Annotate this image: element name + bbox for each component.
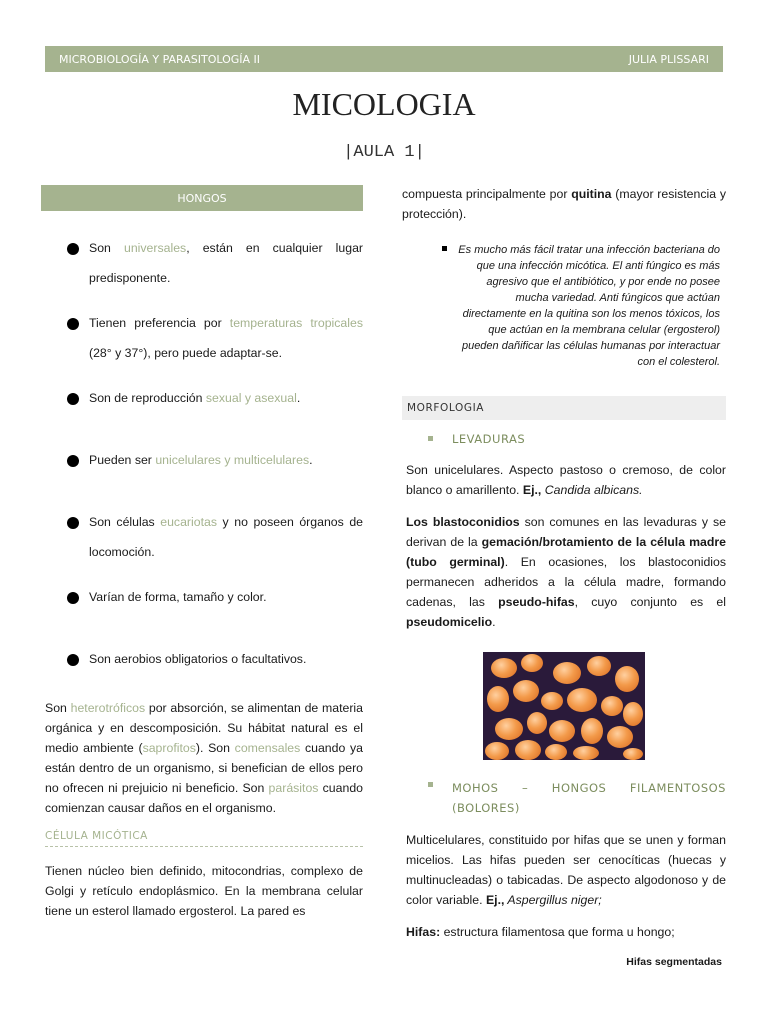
subheading-mohos: MOHOS – HONGOS FILAMENTOSOS (BOLORES) — [402, 778, 726, 818]
bullet-icon — [67, 455, 79, 467]
page-title: MICOLOGIA — [292, 86, 476, 122]
author-name: JULIA PLISSARI — [628, 52, 709, 66]
section-heading-hongos — [41, 185, 363, 211]
levaduras-paragraph-1: Son unicelulares. Aspecto pastoso o cremoso, de color blanco o amarillento. Ej., Candida albicans. — [406, 463, 726, 497]
section-heading-celula: CÉLULA MICÓTICA — [45, 830, 363, 847]
page-subtitle: |AULA 1| — [343, 143, 425, 162]
continued-paragraph: compuesta principalmente por quitina (mayor resistencia y protección). — [402, 187, 726, 221]
highlight: eucariotas — [160, 515, 217, 529]
note-item: Es mucho más fácil tratar una infección bacteriana do que una infección micótica. El anti fúngico es más agresivo que el antibiótico, y por ende no posee mucha variedad. Anti fúngicos que actúan directamente en la quitina son los menos tóxicos, los que actúan en la membrana celular (ergosterol) pueden dañificar las células humanas por interactuar con el colesterol. — [402, 242, 726, 370]
list-item: Son universales, están en cualquier lugar predisponente. — [41, 233, 363, 308]
highlight: temperaturas tropicales — [229, 316, 363, 330]
bullet-icon — [442, 246, 447, 251]
highlight: sexual y asexual — [205, 391, 297, 405]
left-column — [41, 185, 363, 921]
bullet-icon — [67, 654, 79, 666]
hifas-definition: Hifas: estructura filamentosa que forma u hongo; — [406, 925, 675, 939]
bullet-icon — [428, 436, 433, 441]
highlight: universales — [123, 241, 187, 255]
list-item: Pueden ser unicelulares y multicelulares. — [41, 445, 363, 507]
bullet-icon — [428, 782, 433, 787]
list-item: Son de reproducción sexual y asexual. — [41, 383, 363, 445]
hongos-bullet-list — [41, 233, 363, 694]
section-heading-label: HONGOS — [177, 191, 227, 205]
yeast-micrograph-image — [483, 652, 645, 760]
subheading-levaduras: LEVADURAS — [402, 432, 726, 446]
celula-paragraph: Tienen núcleo bien definido, mitocondrias, complexo de Golgi y retículo endoplásmico. En la membrana celular tiene un esterol llamado ergosterol. La pared es — [45, 864, 363, 918]
list-item: Son células eucariotas y no poseen órganos de locomoción. — [41, 507, 363, 582]
section-heading-morfologia: MORFOLOGIA — [402, 396, 726, 420]
bullet-icon — [67, 592, 79, 604]
mohos-paragraph: Multicelulares, constituido por hifas que se unen y forman micelios. Las hifas pueden ser cenocíticas (huecas y multinucleadas) o tabicadas. De aspecto algodonoso y de color variable. Ej., Aspergillus niger; — [406, 833, 726, 907]
list-item: Son aerobios obligatorios o facultativos. — [41, 644, 363, 694]
bullet-icon — [67, 243, 79, 255]
bullet-icon — [67, 318, 79, 330]
bullet-icon — [67, 517, 79, 529]
right-column — [402, 184, 726, 968]
levaduras-paragraph-2: Los blastoconidios son comunes en las levaduras y se derivan de la gemación/brotamiento de la célula madre (tubo germinal). En ocasiones, los blastoconidios permanecen adheridos a la célula madre, formando cadenas, las pseudo-hifas, cuyo conjunto es el pseudomicelio. — [406, 515, 726, 629]
header-bar — [45, 46, 723, 72]
bullet-icon — [67, 393, 79, 405]
highlight: unicelulares y multicelulares — [155, 453, 310, 467]
course-name: MICROBIOLOGÍA Y PARASITOLOGÍA II — [59, 52, 261, 66]
figure-caption: Hifas segmentadas — [626, 956, 722, 968]
list-item: Varían de forma, tamaño y color. — [41, 582, 363, 644]
hongos-paragraph: Son heterotróficos por absorción, se alimentan de materia orgánica y en descomposición. Su hábitat natural es el medio ambiente (saprofitos). Son comensales cuando ya están dentro de un organismo, si benefician de ellos pero no ofrecen ni prejuicio ni beneficio. Son parásitos cuando comienzan causar daños en el organismo. — [45, 701, 364, 815]
list-item: Tienen preferencia por temperaturas tropicales (28° y 37°), pero puede adaptar-se. — [41, 308, 363, 383]
